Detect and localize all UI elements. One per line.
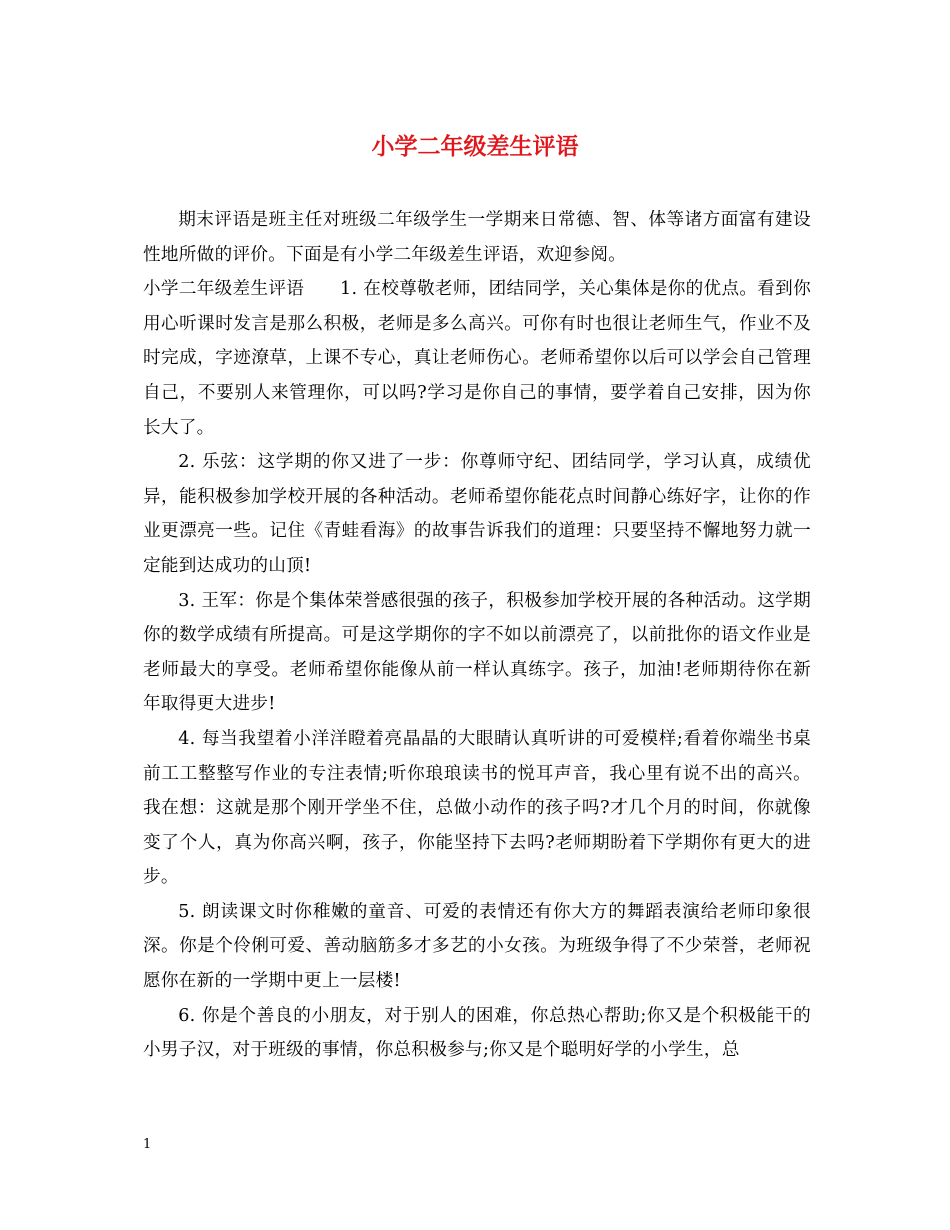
comment-paragraph-1: 小学二年级差生评语 1. 在校尊敬老师，团结同学，关心集体是你的优点。看到你用心听课时发言是那么积极，老师是多么高兴。可你有时也很让老师生气，作业不及时完成，字迹潦草，上课不专心，真让老师伤心。老师希望你以后可以学会自己管理自己，不要别人来管理你，可以吗?学习是你自己的事情，要学着自己安排，因为你长大了。 xyxy=(143,279,811,438)
intro-paragraph: 期末评语是班主任对班级二年级学生一学期来日常德、智、体等诸方面富有建设性地所做的评价。下面是有小学二年级差生评语，欢迎参阅。 xyxy=(143,210,811,265)
document-title: 小学二年级差生评语 xyxy=(371,134,579,160)
document-body xyxy=(143,203,811,1068)
comment-paragraph-6: 6. 你是个善良的小朋友，对于别人的困难，你总热心帮助;你又是个积极能干的小男子汉，对于班级的事情，你总积极参与;你又是个聪明好学的小学生，总 xyxy=(143,1005,811,1061)
comment-paragraph-3: 3. 王军：你是个集体荣誉感很强的孩子，积极参加学校开展的各种活动。这学期你的数学成绩有所提高。可是这学期你的字不如以前漂亮了，以前批你的语文作业是老师最大的享受。老师希望你能像从前一样认真练字。孩子，加油!老师期待你在新年取得更大进步! xyxy=(143,590,811,715)
comment-paragraph-4: 4. 每当我望着小洋洋瞪着亮晶晶的大眼睛认真听讲的可爱模样;看着你端坐书桌前工工整整写作业的专注表情;听你琅琅读书的悦耳声音，我心里有说不出的高兴。我在想：这就是那个刚开学坐不住，总做小动作的孩子吗?才几个月的时间，你就像变了个人，真为你高兴啊，孩子，你能坚持下去吗?老师期盼着下学期你有更大的进步。 xyxy=(143,728,811,888)
comment-paragraph-5: 5. 朗读课文时你稚嫩的童音、可爱的表情还有你大方的舞蹈表演给老师印象很深。你是个伶俐可爱、善动脑筋多才多艺的小女孩。为班级争得了不少荣誉，老师祝愿你在新的一学期中更上一层楼! xyxy=(143,901,811,992)
page-number: 1 xyxy=(143,1137,152,1152)
comment-paragraph-2: 2. 乐弦：这学期的你又进了一步：你尊师守纪、团结同学，学习认真，成绩优异，能积极参加学校开展的各种活动。老师希望你能花点时间静心练好字，让你的作业更漂亮一些。记住《青蛙看海》的故事告诉我们的道理：只要坚持不懈地努力就一定能到达成功的山顶! xyxy=(143,452,811,576)
